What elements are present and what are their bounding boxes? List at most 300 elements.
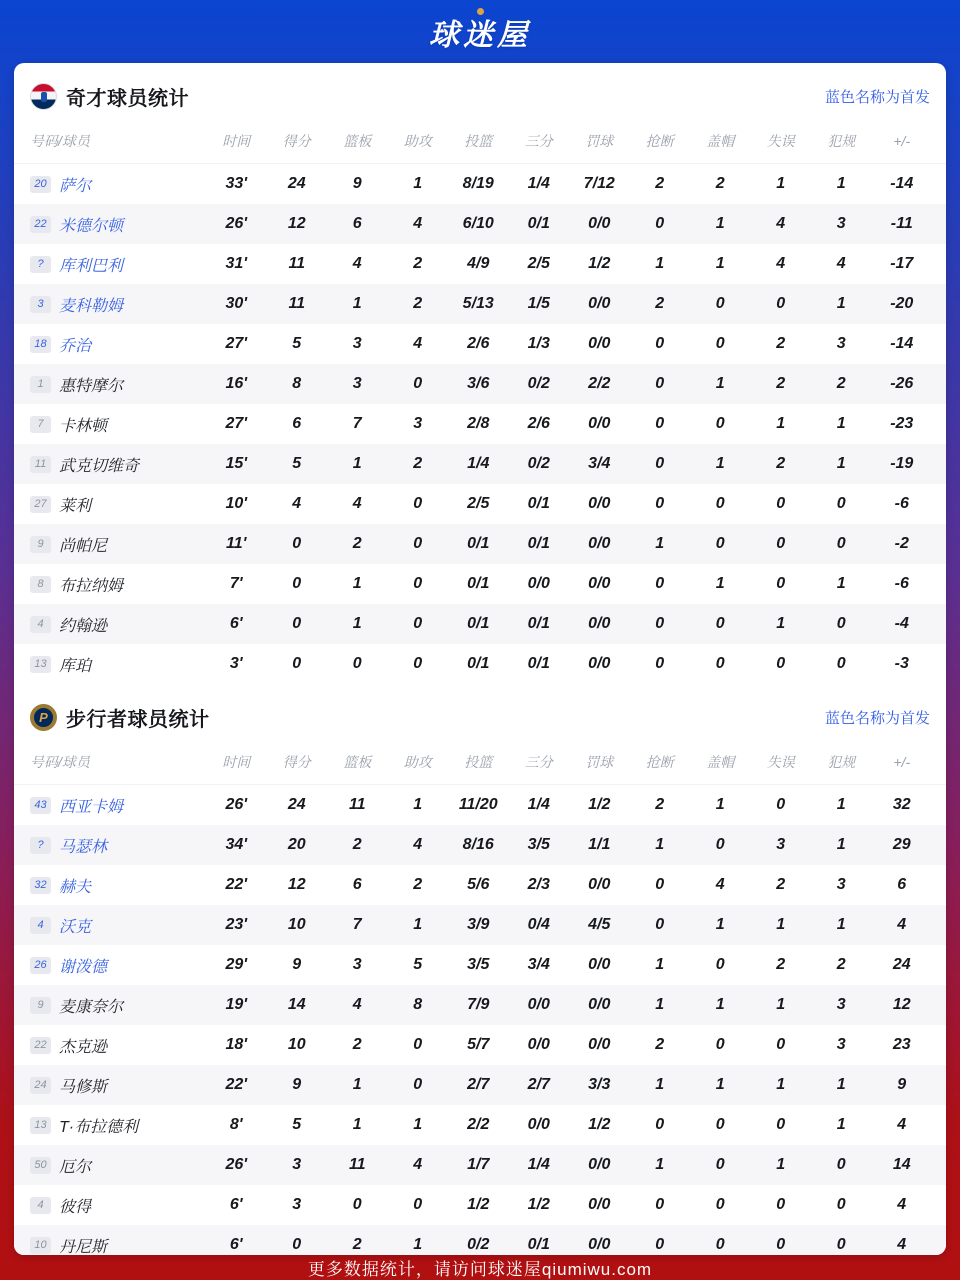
column-header-3p: 三分	[524, 133, 553, 150]
stat-ft: 0/0	[588, 575, 611, 593]
stat-blocks: 1	[715, 996, 725, 1014]
stat-fg: 5/13	[462, 295, 494, 313]
column-header-rebounds: 篮板	[343, 754, 372, 771]
stat-fouls: 0	[836, 495, 846, 513]
player-cell	[30, 173, 206, 196]
stat-blocks: 0	[715, 495, 725, 513]
stat-steals: 0	[655, 876, 665, 894]
stat-steals: 1	[655, 836, 665, 854]
stat-turnovers: 2	[776, 455, 786, 473]
stat-assists: 0	[413, 375, 423, 393]
stat-blocks: 0	[715, 615, 725, 633]
player-cell	[30, 834, 206, 857]
stat-fg: 3/9	[467, 916, 490, 934]
stat-points: 0	[292, 535, 302, 553]
stat-turnovers: 0	[776, 295, 786, 313]
stat-steals: 0	[655, 615, 665, 633]
stat-3p: 3/5	[527, 836, 550, 854]
stat-rebounds: 4	[352, 255, 362, 273]
stat-rebounds: 2	[352, 1036, 362, 1054]
stat-fouls: 1	[836, 1076, 846, 1094]
stat-3p: 0/0	[527, 1116, 550, 1134]
stat-blocks: 1	[715, 255, 725, 273]
stat-ft: 1/2	[588, 1116, 611, 1134]
player-cell	[30, 1234, 206, 1255]
stat-assists: 1	[413, 175, 423, 193]
wizards-column-header-row	[14, 119, 946, 164]
stat-assists: 5	[413, 956, 423, 974]
stat-blocks: 0	[715, 1236, 725, 1254]
wizards-team-logo-icon	[30, 83, 57, 110]
stat-rebounds: 1	[352, 1076, 362, 1094]
stat-plus-minus: 24	[892, 956, 911, 974]
column-header-blocks: 盖帽	[706, 754, 735, 771]
player-row	[14, 1225, 946, 1255]
pacers-section-header	[14, 684, 946, 740]
player-cell	[30, 373, 206, 396]
jersey-number-badge: 50	[30, 1157, 51, 1174]
stat-fg: 2/2	[467, 1116, 490, 1134]
player-row	[14, 644, 946, 684]
stat-blocks: 0	[715, 956, 725, 974]
column-header-plus-minus: +/-	[893, 754, 911, 771]
stat-plus-minus: -14	[890, 175, 914, 193]
stat-assists: 1	[413, 1236, 423, 1254]
stat-ft: 0/0	[588, 996, 611, 1014]
player-row	[14, 284, 946, 324]
stat-blocks: 1	[715, 1076, 725, 1094]
stat-assists: 1	[413, 916, 423, 934]
player-row	[14, 1185, 946, 1225]
column-header-ft: 罚球	[585, 133, 614, 150]
stat-assists: 2	[413, 876, 423, 894]
player-name: 彼得	[59, 1198, 92, 1216]
stat-fg: 4/9	[467, 255, 490, 273]
stat-fouls: 1	[836, 796, 846, 814]
stat-3p: 1/3	[527, 335, 550, 353]
wizards-section-title: 奇才球员统计	[66, 87, 189, 110]
stat-time: 10'	[225, 495, 248, 513]
stat-turnovers: 1	[776, 615, 786, 633]
column-header-blocks: 盖帽	[706, 133, 735, 150]
stat-steals: 0	[655, 1236, 665, 1254]
column-header-steals: 抢断	[645, 133, 674, 150]
stat-assists: 4	[413, 215, 423, 233]
stat-fouls: 0	[836, 1236, 846, 1254]
stat-assists: 0	[413, 495, 423, 513]
player-name: 萨尔	[59, 177, 92, 195]
stat-steals: 1	[655, 535, 665, 553]
stat-blocks: 0	[715, 1156, 725, 1174]
jersey-number-badge: 9	[30, 997, 51, 1014]
stat-steals: 2	[655, 295, 665, 313]
player-cell	[30, 1154, 206, 1177]
stat-plus-minus: 23	[892, 1036, 911, 1054]
stat-ft: 4/5	[588, 916, 611, 934]
stat-plus-minus: -6	[894, 495, 909, 513]
player-name: 乔治	[59, 337, 92, 355]
stat-rebounds: 4	[352, 996, 362, 1014]
player-cell	[30, 573, 206, 596]
stat-fg: 3/5	[467, 956, 490, 974]
jersey-number-badge: 7	[30, 416, 51, 433]
stat-points: 10	[287, 1036, 306, 1054]
jersey-number-badge: 32	[30, 877, 51, 894]
stat-fg: 0/1	[467, 535, 490, 553]
stat-3p: 0/0	[527, 1036, 550, 1054]
player-row	[14, 905, 946, 945]
stat-rebounds: 1	[352, 455, 362, 473]
stat-points: 11	[288, 295, 306, 313]
stat-steals: 0	[655, 215, 665, 233]
stat-time: 33'	[225, 175, 248, 193]
stat-rebounds: 6	[352, 876, 362, 894]
player-name: 惠特摩尔	[59, 377, 124, 395]
stat-plus-minus: 14	[892, 1156, 911, 1174]
player-cell	[30, 453, 206, 476]
stat-fg: 11/20	[458, 796, 498, 814]
stat-rebounds: 1	[352, 1116, 362, 1134]
stat-points: 10	[287, 916, 306, 934]
jersey-number-badge: 26	[30, 957, 51, 974]
stat-rebounds: 3	[352, 956, 362, 974]
stat-3p: 0/2	[527, 455, 550, 473]
player-row	[14, 364, 946, 404]
stat-plus-minus: 29	[892, 836, 911, 854]
column-header-rebounds: 篮板	[343, 133, 372, 150]
stat-assists: 0	[413, 615, 423, 633]
stat-fouls: 0	[836, 1156, 846, 1174]
stat-assists: 0	[413, 1076, 423, 1094]
stat-turnovers: 1	[776, 1156, 786, 1174]
stat-3p: 2/7	[527, 1076, 550, 1094]
stat-plus-minus: -26	[890, 375, 914, 393]
stat-plus-minus: 12	[892, 996, 911, 1014]
stat-plus-minus: 4	[897, 1116, 907, 1134]
stat-blocks: 0	[715, 1036, 725, 1054]
stat-3p: 0/1	[527, 615, 550, 633]
player-row	[14, 404, 946, 444]
jersey-number-badge: 13	[30, 656, 51, 673]
jersey-number-badge: 4	[30, 917, 51, 934]
player-cell	[30, 533, 206, 556]
column-header-fouls: 犯规	[827, 133, 856, 150]
stat-blocks: 0	[715, 1196, 725, 1214]
player-name: 厄尔	[59, 1158, 92, 1176]
stat-rebounds: 7	[352, 415, 362, 433]
stat-fg: 2/5	[467, 495, 490, 513]
stat-steals: 0	[655, 1196, 665, 1214]
column-header-player: 号码/球员	[30, 133, 90, 150]
player-row	[14, 564, 946, 604]
player-cell	[30, 914, 206, 937]
stat-rebounds: 2	[352, 535, 362, 553]
player-row	[14, 484, 946, 524]
stat-points: 8	[292, 375, 302, 393]
stat-time: 26'	[225, 796, 248, 814]
stat-assists: 2	[413, 295, 423, 313]
stat-turnovers: 1	[776, 916, 786, 934]
column-header-turnovers: 失误	[766, 754, 795, 771]
stat-rebounds: 0	[352, 655, 362, 673]
stat-time: 3'	[229, 655, 243, 673]
footer-banner	[0, 1255, 960, 1280]
stat-fouls: 1	[836, 1116, 846, 1134]
stat-fg: 6/10	[462, 215, 494, 233]
jersey-number-badge: 22	[30, 216, 51, 233]
stat-fouls: 1	[836, 295, 846, 313]
starter-legend: 蓝色名称为首发	[824, 88, 930, 106]
stat-turnovers: 2	[776, 956, 786, 974]
stat-3p: 0/1	[527, 655, 550, 673]
stat-blocks: 1	[715, 215, 725, 233]
stat-turnovers: 1	[776, 415, 786, 433]
stat-rebounds: 2	[352, 836, 362, 854]
pacers-team-logo-icon: P	[30, 704, 57, 731]
stat-points: 3	[292, 1156, 302, 1174]
jersey-number-badge: 11	[30, 456, 51, 473]
footer-text: 更多数据统计，请访问球迷屋qiumiwu.com	[307, 1260, 653, 1279]
stat-points: 5	[292, 1116, 302, 1134]
stat-steals: 0	[655, 455, 665, 473]
player-row	[14, 244, 946, 284]
jersey-number-badge: 20	[30, 176, 51, 193]
stat-fouls: 3	[836, 876, 846, 894]
stat-fg: 5/6	[467, 876, 490, 894]
player-cell	[30, 874, 206, 897]
stat-assists: 0	[413, 535, 423, 553]
stat-3p: 0/0	[527, 575, 550, 593]
stat-rebounds: 4	[352, 495, 362, 513]
stat-fg: 2/6	[467, 335, 490, 353]
stat-fg: 8/16	[462, 836, 494, 854]
stat-points: 5	[292, 455, 302, 473]
player-row	[14, 1065, 946, 1105]
player-cell	[30, 794, 206, 817]
column-header-time: 时间	[222, 133, 251, 150]
player-row	[14, 825, 946, 865]
stat-assists: 4	[413, 335, 423, 353]
stat-3p: 2/6	[527, 415, 550, 433]
stat-fouls: 1	[836, 916, 846, 934]
column-header-assists: 助攻	[403, 754, 432, 771]
stat-assists: 0	[413, 575, 423, 593]
stat-fouls: 0	[836, 655, 846, 673]
player-row	[14, 1145, 946, 1185]
jersey-number-badge: 22	[30, 1037, 51, 1054]
player-row	[14, 164, 946, 204]
player-name: 布拉纳姆	[59, 577, 124, 595]
stat-points: 24	[287, 175, 306, 193]
stat-points: 12	[287, 215, 306, 233]
player-name: 马修斯	[59, 1078, 108, 1096]
stat-fouls: 1	[836, 836, 846, 854]
stat-fg: 0/1	[467, 655, 490, 673]
logo-accent-dot-icon	[477, 8, 484, 15]
stat-ft: 1/1	[588, 836, 611, 854]
stat-blocks: 0	[715, 836, 725, 854]
stat-turnovers: 0	[776, 655, 786, 673]
player-name: 莱利	[59, 497, 92, 515]
stat-fg: 1/7	[467, 1156, 490, 1174]
stat-fouls: 3	[836, 1036, 846, 1054]
stat-turnovers: 4	[776, 255, 786, 273]
column-header-player: 号码/球员	[30, 754, 90, 771]
stat-blocks: 1	[715, 575, 725, 593]
stat-points: 0	[292, 1236, 302, 1254]
column-header-steals: 抢断	[645, 754, 674, 771]
stat-ft: 0/0	[588, 215, 611, 233]
stat-fouls: 3	[836, 335, 846, 353]
stat-ft: 0/0	[588, 1036, 611, 1054]
stat-steals: 1	[655, 255, 665, 273]
player-row	[14, 1025, 946, 1065]
stat-3p: 2/5	[527, 255, 550, 273]
player-row	[14, 785, 946, 825]
stat-ft: 0/0	[588, 876, 611, 894]
stat-blocks: 2	[715, 175, 725, 193]
stat-points: 0	[292, 615, 302, 633]
stat-rebounds: 0	[352, 1196, 362, 1214]
jersey-number-badge: 13	[30, 1117, 51, 1134]
stat-steals: 0	[655, 575, 665, 593]
jersey-number-badge: ?	[30, 256, 51, 273]
stat-plus-minus: -19	[890, 455, 914, 473]
stat-rebounds: 11	[348, 1156, 366, 1174]
stat-plus-minus: -6	[894, 575, 909, 593]
stat-blocks: 1	[715, 916, 725, 934]
stat-ft: 2/2	[588, 375, 611, 393]
jersey-number-badge: 27	[30, 496, 51, 513]
stat-fouls: 0	[836, 535, 846, 553]
stat-rebounds: 7	[352, 916, 362, 934]
wizards-section-header	[14, 63, 946, 119]
player-cell	[30, 333, 206, 356]
stat-plus-minus: 4	[897, 916, 907, 934]
stat-3p: 1/5	[527, 295, 550, 313]
stat-rebounds: 3	[352, 375, 362, 393]
column-header-turnovers: 失误	[766, 133, 795, 150]
stat-time: 7'	[229, 575, 243, 593]
stat-fg: 2/8	[467, 415, 490, 433]
site-logo-text: 球迷屋	[429, 18, 531, 52]
stat-time: 11'	[226, 535, 247, 553]
stat-fg: 0/1	[467, 615, 490, 633]
stat-fg: 8/19	[462, 175, 494, 193]
stat-assists: 8	[413, 996, 423, 1014]
stat-turnovers: 3	[776, 836, 786, 854]
stat-rebounds: 9	[352, 175, 362, 193]
player-cell	[30, 1194, 206, 1217]
column-header-points: 得分	[282, 754, 311, 771]
stat-blocks: 0	[715, 535, 725, 553]
player-cell	[30, 994, 206, 1017]
stat-points: 14	[287, 996, 306, 1014]
stats-card	[14, 63, 946, 1255]
stat-rebounds: 1	[352, 295, 362, 313]
player-name: 马瑟林	[59, 838, 108, 856]
stat-assists: 4	[413, 836, 423, 854]
stat-fouls: 2	[836, 956, 846, 974]
stat-turnovers: 1	[776, 1076, 786, 1094]
stat-3p: 0/1	[527, 1236, 550, 1254]
stat-time: 27'	[225, 415, 248, 433]
stat-steals: 1	[655, 1156, 665, 1174]
stat-points: 12	[287, 876, 306, 894]
stat-fg: 2/7	[467, 1076, 490, 1094]
stat-3p: 1/4	[527, 175, 550, 193]
column-header-fg: 投篮	[464, 754, 493, 771]
stat-plus-minus: 9	[897, 1076, 907, 1094]
stat-steals: 0	[655, 1116, 665, 1134]
stat-time: 6'	[229, 1196, 243, 1214]
stat-blocks: 1	[715, 455, 725, 473]
jersey-number-badge: 43	[30, 797, 51, 814]
stat-turnovers: 0	[776, 796, 786, 814]
stat-points: 3	[292, 1196, 302, 1214]
stat-points: 9	[292, 1076, 302, 1094]
stat-steals: 0	[655, 415, 665, 433]
player-name: 沃克	[59, 918, 92, 936]
player-cell	[30, 213, 206, 236]
player-name: 杰克逊	[59, 1038, 108, 1056]
player-name: 库珀	[59, 657, 92, 675]
stat-turnovers: 0	[776, 495, 786, 513]
stat-time: 19'	[225, 996, 248, 1014]
player-row	[14, 444, 946, 484]
stat-plus-minus: -14	[890, 335, 914, 353]
column-header-assists: 助攻	[403, 133, 432, 150]
stat-points: 5	[292, 335, 302, 353]
stat-steals: 2	[655, 1036, 665, 1054]
stat-time: 8'	[229, 1116, 243, 1134]
stat-plus-minus: -2	[894, 535, 909, 553]
player-row	[14, 604, 946, 644]
column-header-points: 得分	[282, 133, 311, 150]
player-name: 卡林顿	[59, 417, 108, 435]
column-header-3p: 三分	[524, 754, 553, 771]
stat-turnovers: 2	[776, 876, 786, 894]
stat-time: 29'	[225, 956, 248, 974]
stat-turnovers: 0	[776, 1196, 786, 1214]
stat-time: 15'	[225, 455, 248, 473]
stat-fouls: 1	[836, 455, 846, 473]
stat-plus-minus: 4	[897, 1196, 907, 1214]
jersey-number-badge: ?	[30, 837, 51, 854]
stat-fg: 7/9	[467, 996, 490, 1014]
stat-plus-minus: 4	[897, 1236, 907, 1254]
stat-plus-minus: -20	[890, 295, 914, 313]
stat-3p: 2/3	[527, 876, 550, 894]
wizards-stats-section	[14, 63, 946, 684]
stat-plus-minus: -11	[890, 215, 913, 233]
stat-turnovers: 1	[776, 175, 786, 193]
jersey-number-badge: 9	[30, 536, 51, 553]
stat-3p: 0/4	[527, 916, 550, 934]
stat-plus-minus: -3	[894, 655, 909, 673]
player-row	[14, 945, 946, 985]
player-row	[14, 524, 946, 564]
stat-fg: 0/1	[467, 575, 490, 593]
stat-time: 34'	[225, 836, 248, 854]
player-cell	[30, 1114, 206, 1137]
stat-fouls: 0	[836, 615, 846, 633]
stat-turnovers: 0	[776, 1116, 786, 1134]
player-row	[14, 324, 946, 364]
stat-time: 16'	[225, 375, 248, 393]
player-cell	[30, 1074, 206, 1097]
stat-assists: 4	[413, 1156, 423, 1174]
